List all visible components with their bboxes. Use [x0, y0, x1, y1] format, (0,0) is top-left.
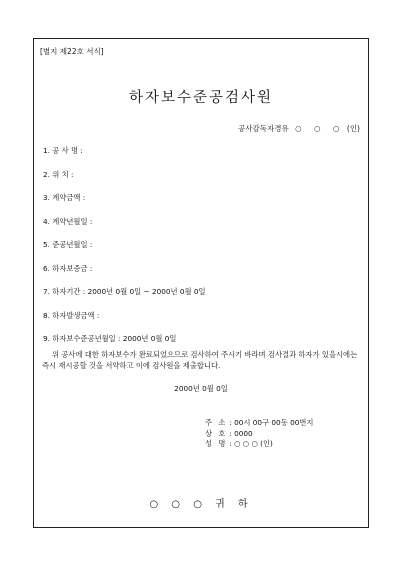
supervisor-line: [238, 123, 360, 134]
signature-company: [205, 429, 313, 440]
recipient: ○ ○ ○ 귀 하: [149, 499, 253, 510]
signature-block: [205, 418, 313, 450]
document-title: 하자보수준공검사원: [128, 90, 274, 106]
supervisor-label: 공사감독자경유: [237, 124, 289, 133]
name-label: 성 명: [205, 439, 228, 448]
address-label: 주 소: [205, 418, 228, 427]
supervisor-seal: (인): [346, 124, 360, 133]
submission-date: 2000년 0월 0일: [174, 384, 228, 393]
company-label: 상 호: [205, 428, 228, 438]
item-repair-completion-date: 9. 하자보수준공년월일 : 2000년 0월 0일: [43, 334, 177, 343]
item-defect-amount: 8. 하자발생금액 :: [43, 310, 100, 320]
signature-name: [205, 439, 313, 450]
item-contract-amount: 3. 계약금액 :: [43, 193, 86, 202]
item-defect-deposit: 6. 하자보증금 :: [43, 263, 93, 273]
item-project-name: 1. 공 사 명 :: [43, 146, 83, 155]
supervisor-name: ○ ○ ○: [295, 124, 345, 133]
form-number: [별지 제22호 서식]: [40, 47, 104, 56]
name-value: : ○ ○ ○ (인): [229, 439, 273, 448]
form-items: [43, 146, 206, 358]
item-contract-date: 4. 계약년월일 :: [43, 216, 93, 226]
item-defect-period: 7. 하자기간 : 2000년 0월 0일 ~ 2000년 0월 0일: [43, 287, 206, 296]
item-completion-date: 5. 준공년월일 :: [43, 240, 93, 249]
company-value: : 0000: [229, 428, 253, 438]
address-value: : 00시 00구 00동 00번지: [229, 418, 314, 427]
item-location: 2. 위 치 :: [43, 169, 74, 179]
declaration-text: 위 공사에 대한 하자보수가 완료되었으므로 검사하여 주시기 바라며 검사결과 하자가 있을시에는 즉시 재시공할 것을 서약하고 이에 검사원을 제출합니다.: [42, 350, 358, 370]
signature-address: [205, 418, 313, 429]
